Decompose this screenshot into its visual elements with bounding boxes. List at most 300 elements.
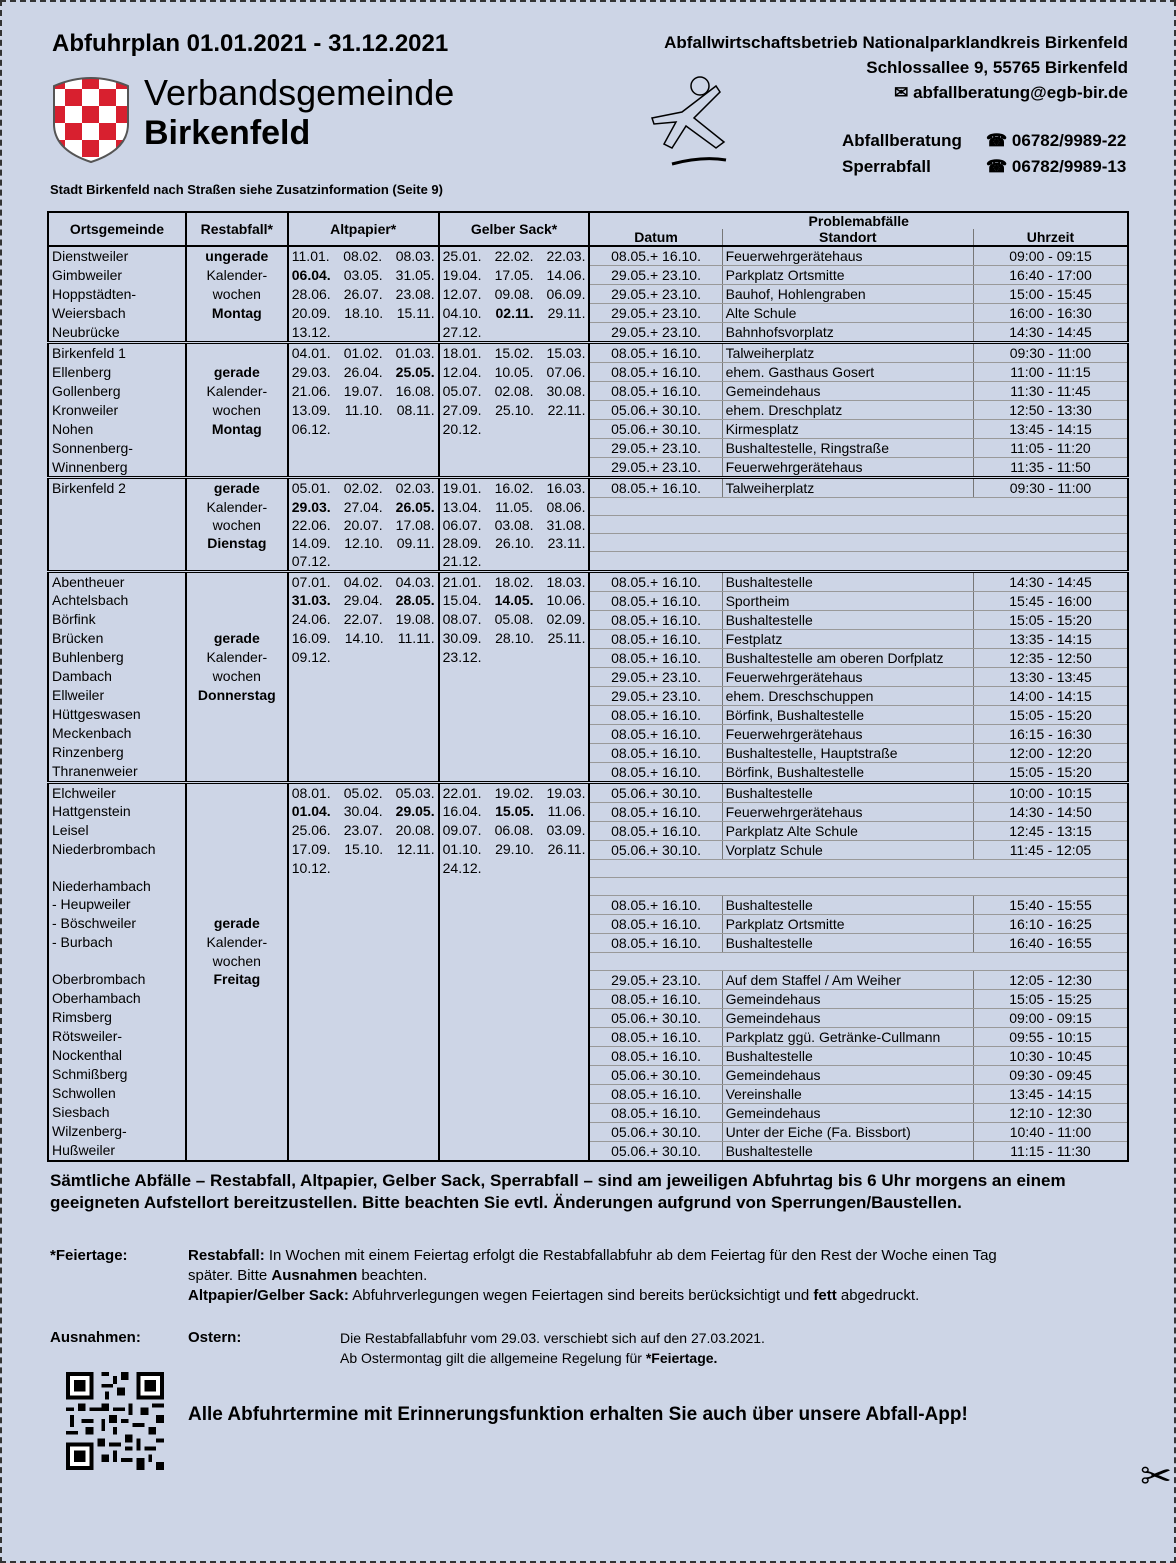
cell-standort: Bushaltestelle [722,782,973,802]
cell-datum [589,859,722,877]
cell-gelber-sack [439,667,590,686]
pickup-date: 18.01. [442,345,482,361]
table-row [48,877,1128,895]
cell-standort: Bahnhofsvorplatz [722,323,973,343]
pickup-date: 11.06. [547,803,586,819]
table-row [48,1141,1128,1161]
cell-standort: Bushaltestelle, Ringstraße [722,439,973,458]
pickup-date: 15.10. [344,841,384,857]
cell-datum [589,498,722,516]
table-row [48,343,1128,363]
date-list [292,534,435,552]
cell-restabfall [186,458,288,478]
cell-ortsgemeinde: Winnenberg [48,458,186,478]
cell-uhrzeit: 15:05 - 15:25 [973,989,1128,1008]
cell-datum: 29.05.+ 23.10. [589,686,722,705]
cell-standort: Vereinshalle [722,1084,973,1103]
cell-restabfall: Freitag [186,970,288,989]
cell-gelber-sack [439,610,590,629]
cell-uhrzeit: 09:55 - 10:15 [973,1027,1128,1046]
cell-datum: 08.05.+ 16.10. [589,743,722,762]
organization-block [664,30,1128,105]
date-list [443,516,586,534]
cell-datum: 05.06.+ 30.10. [589,420,722,439]
col-altpapier: Altpapier* [288,212,439,246]
cell-gelber-sack [439,343,590,363]
table-row [48,952,1128,970]
cell-ortsgemeinde [48,952,186,970]
cell-ortsgemeinde: Sonnenberg- [48,439,186,458]
org-name: Abfallwirtschaftsbetrieb Nationalparklandkreis Birkenfeld [664,33,1128,52]
pickup-date: 04.01. [291,345,331,361]
cell-ortsgemeinde: Elchweiler [48,782,186,802]
cell-altpapier [288,516,439,534]
cell-restabfall [186,610,288,629]
cell-gelber-sack [439,246,590,266]
cell-standort: Talweiherplatz [722,478,973,498]
table-row [48,1008,1128,1027]
table-row [48,1084,1128,1103]
cell-uhrzeit: 11:30 - 11:45 [973,382,1128,401]
date-list [443,784,586,802]
cell-restabfall [186,1027,288,1046]
cell-uhrzeit: 12:05 - 12:30 [973,970,1128,989]
cell-gelber-sack [439,304,590,323]
table-row [48,705,1128,724]
cell-gelber-sack [439,1008,590,1027]
pickup-date: 10.05. [494,363,534,380]
pickup-date: 22.01. [442,784,482,801]
cell-standort: Feuerwehrgerätehaus [722,458,973,478]
cell-ortsgemeinde: Nockenthal [48,1046,186,1065]
cell-uhrzeit: 15:05 - 15:20 [973,762,1128,782]
cell-gelber-sack [439,705,590,724]
pickup-date: 19.02. [494,784,534,801]
fett-word: fett [813,1287,837,1304]
table-row [48,610,1128,629]
cell-ortsgemeinde: Achtelsbach [48,591,186,610]
cell-ortsgemeinde: Schmißberg [48,1065,186,1084]
cell-uhrzeit [973,952,1128,970]
cell-restabfall: wochen [186,285,288,304]
cell-datum: 29.05.+ 23.10. [589,304,722,323]
pickup-date: 14.10. [344,630,384,646]
table-row [48,802,1128,821]
ausnahmen-ref: Ausnahmen [271,1267,358,1284]
cell-datum: 08.05.+ 16.10. [589,989,722,1008]
pickup-date: 02.02. [343,480,383,496]
cell-datum: 05.06.+ 30.10. [589,401,722,420]
cell-gelber-sack [439,952,590,970]
pickup-date: 31.08. [546,516,586,533]
cell-standort: ehem. Dreschschuppen [722,686,973,705]
cell-ortsgemeinde: Neubrücke [48,323,186,343]
pickup-date: 14.06. [546,266,586,283]
date-list [292,344,435,362]
cell-altpapier [288,478,439,498]
cell-gelber-sack [439,1046,590,1065]
pickup-date: 04.03. [395,573,435,590]
pickup-date: 19.07. [343,382,383,399]
cell-gelber-sack [439,458,590,478]
cell-standort: Festplatz [722,629,973,648]
pickup-date: 12.04. [442,363,482,380]
org-email-row[interactable] [664,80,1128,105]
cell-datum [589,534,722,552]
pickup-date: 10.06. [546,592,586,608]
table-row [48,743,1128,762]
pickup-date: 20.09. [291,304,331,321]
date-list [443,591,586,609]
cell-standort [722,552,973,572]
sperrabfall-label: Sperrabfall [842,157,931,176]
pickup-date: 16.02. [494,480,534,496]
pickup-date: 22.06. [291,516,331,533]
cell-uhrzeit: 11:15 - 11:30 [973,1141,1128,1161]
cell-datum: 29.05.+ 23.10. [589,970,722,989]
pickup-date: 17.09. [291,841,331,857]
pickup-date: 22.03. [546,248,586,264]
cell-restabfall: ungerade [186,246,288,266]
pickup-date: 04.10. [442,304,482,321]
cell-datum: 08.05.+ 16.10. [589,591,722,610]
pickup-date: 30.08. [546,382,586,399]
cell-altpapier [288,1065,439,1084]
date-list [292,591,435,609]
cell-restabfall [186,1103,288,1122]
cell-restabfall: wochen [186,952,288,970]
table-row [48,552,1128,572]
date-list [443,821,586,839]
table-row [48,859,1128,877]
cell-restabfall: gerade [186,629,288,648]
cell-uhrzeit: 09:00 - 09:15 [973,246,1128,266]
cell-restabfall [186,571,288,591]
cell-altpapier [288,859,439,877]
cell-ortsgemeinde: Rötsweiler- [48,1027,186,1046]
date-list [443,859,586,877]
col-standort: Standort [722,229,973,246]
cell-uhrzeit: 14:30 - 14:45 [973,571,1128,591]
cell-uhrzeit: 13:35 - 14:15 [973,629,1128,648]
cell-ortsgemeinde [48,534,186,552]
cell-ortsgemeinde: Birkenfeld 2 [48,478,186,498]
cell-standort: Bushaltestelle [722,610,973,629]
date-list [443,479,586,497]
cell-standort [722,877,973,895]
cell-gelber-sack [439,840,590,859]
cell-altpapier [288,420,439,439]
cell-gelber-sack [439,516,590,534]
pickup-date: 14.09. [291,534,331,551]
cell-standort: Feuerwehrgerätehaus [722,724,973,743]
pickup-date: 02.08. [494,382,534,399]
date-list [292,304,435,322]
cell-restabfall [186,782,288,802]
pickup-date: 01.03. [395,345,435,361]
pickup-date: 25.01. [442,248,482,264]
cell-uhrzeit: 11:05 - 11:20 [973,439,1128,458]
pickup-date: 29.05. [395,803,435,819]
cell-datum: 08.05.+ 16.10. [589,382,722,401]
cell-restabfall: Kalender- [186,266,288,285]
cell-datum: 08.05.+ 16.10. [589,1046,722,1065]
cell-datum: 05.06.+ 30.10. [589,1008,722,1027]
cell-restabfall [186,591,288,610]
cell-gelber-sack [439,323,590,343]
cell-datum [589,516,722,534]
cell-altpapier [288,914,439,933]
date-list [292,821,435,839]
cell-standort [722,534,973,552]
pickup-date: 09.12. [291,649,331,665]
cell-restabfall [186,439,288,458]
cell-restabfall [186,802,288,821]
pickup-date: 16.08. [395,382,435,399]
cell-datum: 29.05.+ 23.10. [589,323,722,343]
cell-datum: 29.05.+ 23.10. [589,266,722,285]
cell-restabfall: Dienstag [186,534,288,552]
pickup-date: 27.09. [442,401,482,418]
cell-altpapier [288,552,439,572]
pickup-date: 11.05. [495,498,533,515]
pickup-date: 08.02. [343,248,383,264]
cell-standort: Vorplatz Schule [722,840,973,859]
cell-uhrzeit: 15:05 - 15:20 [973,705,1128,724]
pickup-date: 28.09. [442,534,482,551]
pickup-date: 02.11. [495,304,534,321]
cell-datum: 29.05.+ 23.10. [589,439,722,458]
cell-gelber-sack [439,821,590,840]
cell-uhrzeit [973,877,1128,895]
pickup-date: 25.06. [291,822,331,838]
qr-code-icon[interactable] [66,1372,164,1470]
cell-datum: 29.05.+ 23.10. [589,458,722,478]
municipality-line1: Verbandsgemeinde [144,72,455,113]
cell-datum: 08.05.+ 16.10. [589,705,722,724]
pickup-date: 26.05. [395,498,435,515]
cell-standort: Börfink, Bushaltestelle [722,705,973,724]
pickup-date: 04.02. [343,573,383,590]
cell-standort: Unter der Eiche (Fa. Bissbort) [722,1122,973,1141]
pickup-date: 12.07. [442,285,482,302]
cell-gelber-sack [439,534,590,552]
pickup-date: 11.01. [291,248,330,264]
table-row [48,686,1128,705]
cell-standort: Bushaltestelle, Hauptstraße [722,743,973,762]
pickup-date: 21.12. [442,552,482,569]
cell-datum: 08.05.+ 16.10. [589,895,722,914]
table-row [48,821,1128,840]
date-list [292,648,435,666]
restabfall-rule-end: beachten. [357,1267,428,1284]
cell-ortsgemeinde: Abentheuer [48,571,186,591]
pickup-date: 21.06. [291,382,331,399]
cell-uhrzeit: 16:40 - 17:00 [973,266,1128,285]
table-row [48,382,1128,401]
cell-standort: ehem. Gasthaus Gosert [722,363,973,382]
table-row [48,516,1128,534]
altpapier-rule-text: Abfuhrverlegungen wegen Feiertagen sind bereits berücksichtigt und [348,1287,814,1304]
cell-altpapier [288,743,439,762]
cell-gelber-sack [439,1103,590,1122]
pickup-date: 20.07. [343,516,383,533]
table-row [48,895,1128,914]
cell-uhrzeit: 09:30 - 11:00 [973,478,1128,498]
cell-restabfall: wochen [186,516,288,534]
cell-restabfall: Montag [186,304,288,323]
cell-gelber-sack [439,877,590,895]
cell-uhrzeit: 15:05 - 15:20 [973,610,1128,629]
cell-restabfall [186,821,288,840]
pickup-date: 06.07. [442,516,482,533]
cell-altpapier [288,762,439,782]
cell-restabfall: wochen [186,401,288,420]
date-list [443,534,586,552]
cell-ortsgemeinde: Nohen [48,420,186,439]
cell-restabfall [186,1084,288,1103]
cell-uhrzeit: 12:35 - 12:50 [973,648,1128,667]
cell-restabfall [186,1065,288,1084]
cell-datum: 08.05.+ 16.10. [589,363,722,382]
pickup-date: 01.10. [442,841,482,857]
cell-ortsgemeinde: Börfink [48,610,186,629]
cell-altpapier [288,1103,439,1122]
pickup-date: 23.11. [547,534,586,551]
altpapier-rule-label: Altpapier/Gelber Sack: [188,1287,349,1304]
sperrabfall-phone[interactable]: 06782/9989-13 [1011,157,1127,176]
table-row [48,1103,1128,1122]
date-list [443,610,586,628]
pickup-date: 19.04. [442,266,482,283]
cell-restabfall: gerade [186,478,288,498]
cell-altpapier [288,1122,439,1141]
cell-altpapier [288,304,439,323]
cell-datum: 08.05.+ 16.10. [589,933,722,952]
cell-standort: Bauhof, Hohlengraben [722,285,973,304]
cell-ortsgemeinde: Ellenberg [48,363,186,382]
date-list [292,840,435,858]
cell-restabfall [186,1046,288,1065]
cell-uhrzeit: 13:45 - 14:15 [973,1084,1128,1103]
date-list [443,552,586,570]
table-row [48,401,1128,420]
cell-altpapier [288,970,439,989]
cell-uhrzeit: 15:45 - 16:00 [973,591,1128,610]
pickup-date: 13.09. [291,401,331,418]
table-row [48,1027,1128,1046]
pickup-date: 19.01. [442,480,482,496]
pickup-date: 03.08. [494,516,534,533]
cell-altpapier [288,591,439,610]
pickup-date: 28.10. [495,630,535,646]
table-row [48,782,1128,802]
date-list [292,401,435,419]
holiday-label: *Feiertage: [50,1247,128,1264]
cell-restabfall [186,705,288,724]
cell-altpapier [288,648,439,667]
cell-ortsgemeinde: Thranenweier [48,762,186,782]
date-list [292,784,435,802]
cell-datum [589,552,722,572]
cell-datum: 29.05.+ 23.10. [589,667,722,686]
cell-restabfall [186,323,288,343]
cell-datum: 05.06.+ 30.10. [589,782,722,802]
cell-ortsgemeinde: Ellweiler [48,686,186,705]
date-list [292,573,435,591]
table-row [48,458,1128,478]
cell-standort: Gemeindehaus [722,989,973,1008]
cell-gelber-sack [439,382,590,401]
cell-uhrzeit: 12:00 - 12:20 [973,743,1128,762]
cell-restabfall [186,877,288,895]
cell-altpapier [288,382,439,401]
date-list [292,363,435,381]
pickup-date: 08.03. [395,248,435,264]
cell-uhrzeit: 13:45 - 14:15 [973,420,1128,439]
abfallberatung-phone[interactable]: 06782/9989-22 [1011,131,1127,150]
cell-standort [722,859,973,877]
table-row [48,363,1128,382]
cell-uhrzeit: 11:00 - 11:15 [973,363,1128,382]
date-list [292,802,435,820]
cell-altpapier [288,1008,439,1027]
cell-ortsgemeinde: Schwollen [48,1084,186,1103]
cell-datum: 08.05.+ 16.10. [589,246,722,266]
pickup-date: 12.10. [344,534,384,551]
cell-ortsgemeinde [48,498,186,516]
pickup-date: 06.08. [494,822,534,838]
table-row [48,989,1128,1008]
cell-datum: 08.05.+ 16.10. [589,629,722,648]
pickup-date: 08.11. [396,401,435,418]
city-hint: Stadt Birkenfeld nach Straßen siehe Zusatzinformation (Seite 9) [50,182,443,197]
cell-altpapier [288,266,439,285]
date-list [292,859,435,877]
cell-uhrzeit: 15:00 - 15:45 [973,285,1128,304]
org-email[interactable]: abfallberatung@egb-bir.de [913,83,1128,102]
cell-altpapier [288,571,439,591]
cell-standort: Feuerwehrgerätehaus [722,667,973,686]
cell-gelber-sack [439,439,590,458]
cell-gelber-sack [439,1027,590,1046]
schedule-body [48,246,1128,1161]
pickup-date: 18.03. [546,573,586,590]
cell-standort: ehem. Dreschplatz [722,401,973,420]
date-list [443,285,586,303]
date-list [443,363,586,381]
pickup-date: 16.03. [546,480,586,496]
cell-ortsgemeinde: Dienstweiler [48,246,186,266]
cell-datum [589,952,722,970]
cell-uhrzeit [973,516,1128,534]
cell-altpapier [288,323,439,343]
pickup-date: 05.07. [442,382,482,399]
cell-ortsgemeinde: Hattgenstein [48,802,186,821]
cell-ortsgemeinde: Oberbrombach [48,970,186,989]
cell-gelber-sack [439,895,590,914]
cell-gelber-sack [439,363,590,382]
cell-datum: 08.05.+ 16.10. [589,478,722,498]
pickup-date: 05.02. [343,784,383,801]
pickup-date: 22.11. [547,401,586,418]
pickup-date: 29.03. [291,363,331,380]
cell-altpapier [288,667,439,686]
pickup-date: 05.01. [291,480,331,496]
cell-ortsgemeinde: - Heupweiler [48,895,186,914]
cell-datum: 08.05.+ 16.10. [589,343,722,363]
date-list [443,401,586,419]
